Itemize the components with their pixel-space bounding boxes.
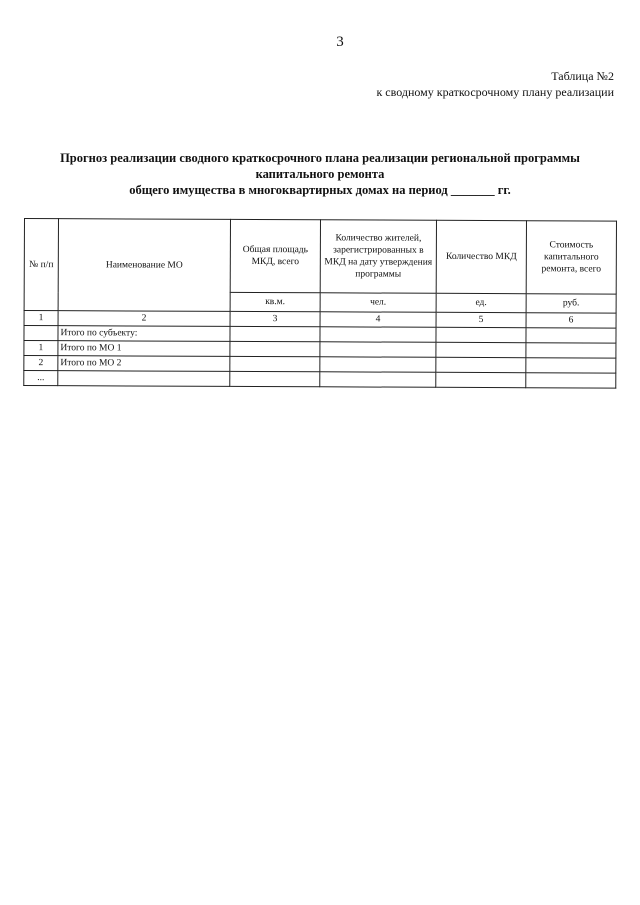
row-cell — [320, 342, 436, 358]
row-cell — [436, 327, 526, 342]
row-cell — [230, 341, 320, 356]
row-cell — [526, 343, 616, 358]
column-number: 3 — [230, 311, 320, 326]
row-name: Итого по субъекту: — [58, 326, 230, 342]
row-cell — [526, 373, 616, 388]
column-number: 4 — [320, 312, 436, 328]
column-number: 2 — [58, 311, 230, 327]
unit-cost: руб. — [526, 294, 616, 313]
header-num: № п/п — [24, 219, 58, 311]
table-reference — [376, 68, 614, 100]
row-cell — [320, 357, 436, 373]
table-reference-subtitle: к сводному краткосрочному плану реализации — [376, 85, 614, 99]
column-number: 1 — [24, 311, 58, 326]
column-number: 6 — [526, 313, 616, 328]
row-num — [24, 326, 58, 341]
row-cell — [320, 372, 436, 388]
forecast-table — [23, 218, 617, 389]
document-title-line-3: общего имущества в многоквартирных домах на период _______ гг. — [129, 183, 511, 197]
row-cell — [436, 342, 526, 357]
page-number: 3 — [336, 34, 344, 50]
row-name — [58, 371, 230, 387]
row-cell — [526, 358, 616, 373]
unit-area: кв.м. — [230, 292, 320, 311]
row-cell — [320, 327, 436, 343]
unit-residents: чел. — [320, 293, 436, 313]
column-number: 5 — [436, 312, 526, 327]
row-cell — [436, 372, 526, 387]
header-name: Наименование МО — [58, 219, 230, 312]
row-num: ... — [24, 371, 58, 386]
document-title — [0, 150, 640, 198]
row-cell — [230, 326, 320, 341]
row-name: Итого по МО 2 — [58, 356, 230, 372]
header-mkd-count: Количество МКД — [436, 220, 526, 293]
header-cost: Стоимость капитального ремонта, всего — [526, 221, 616, 294]
header-residents: Количество жителей, зарегистрированных в МКД на дату утверждения программы — [320, 220, 436, 294]
header-row — [24, 219, 616, 295]
row-cell — [526, 328, 616, 343]
table-row — [24, 371, 616, 389]
row-name: Итого по МО 1 — [58, 341, 230, 357]
table-reference-title: Таблица №2 — [551, 69, 614, 83]
document-title-line-2: капитального ремонта — [255, 167, 385, 181]
row-cell — [230, 356, 320, 371]
unit-mkd-count: ед. — [436, 293, 526, 312]
header-area: Общая площадь МКД, всего — [230, 219, 320, 292]
row-num: 1 — [24, 341, 58, 356]
row-num: 2 — [24, 356, 58, 371]
row-cell — [436, 357, 526, 372]
row-cell — [230, 371, 320, 386]
document-title-line-1: Прогноз реализации сводного краткосрочного плана реализации региональной программы — [60, 151, 580, 165]
